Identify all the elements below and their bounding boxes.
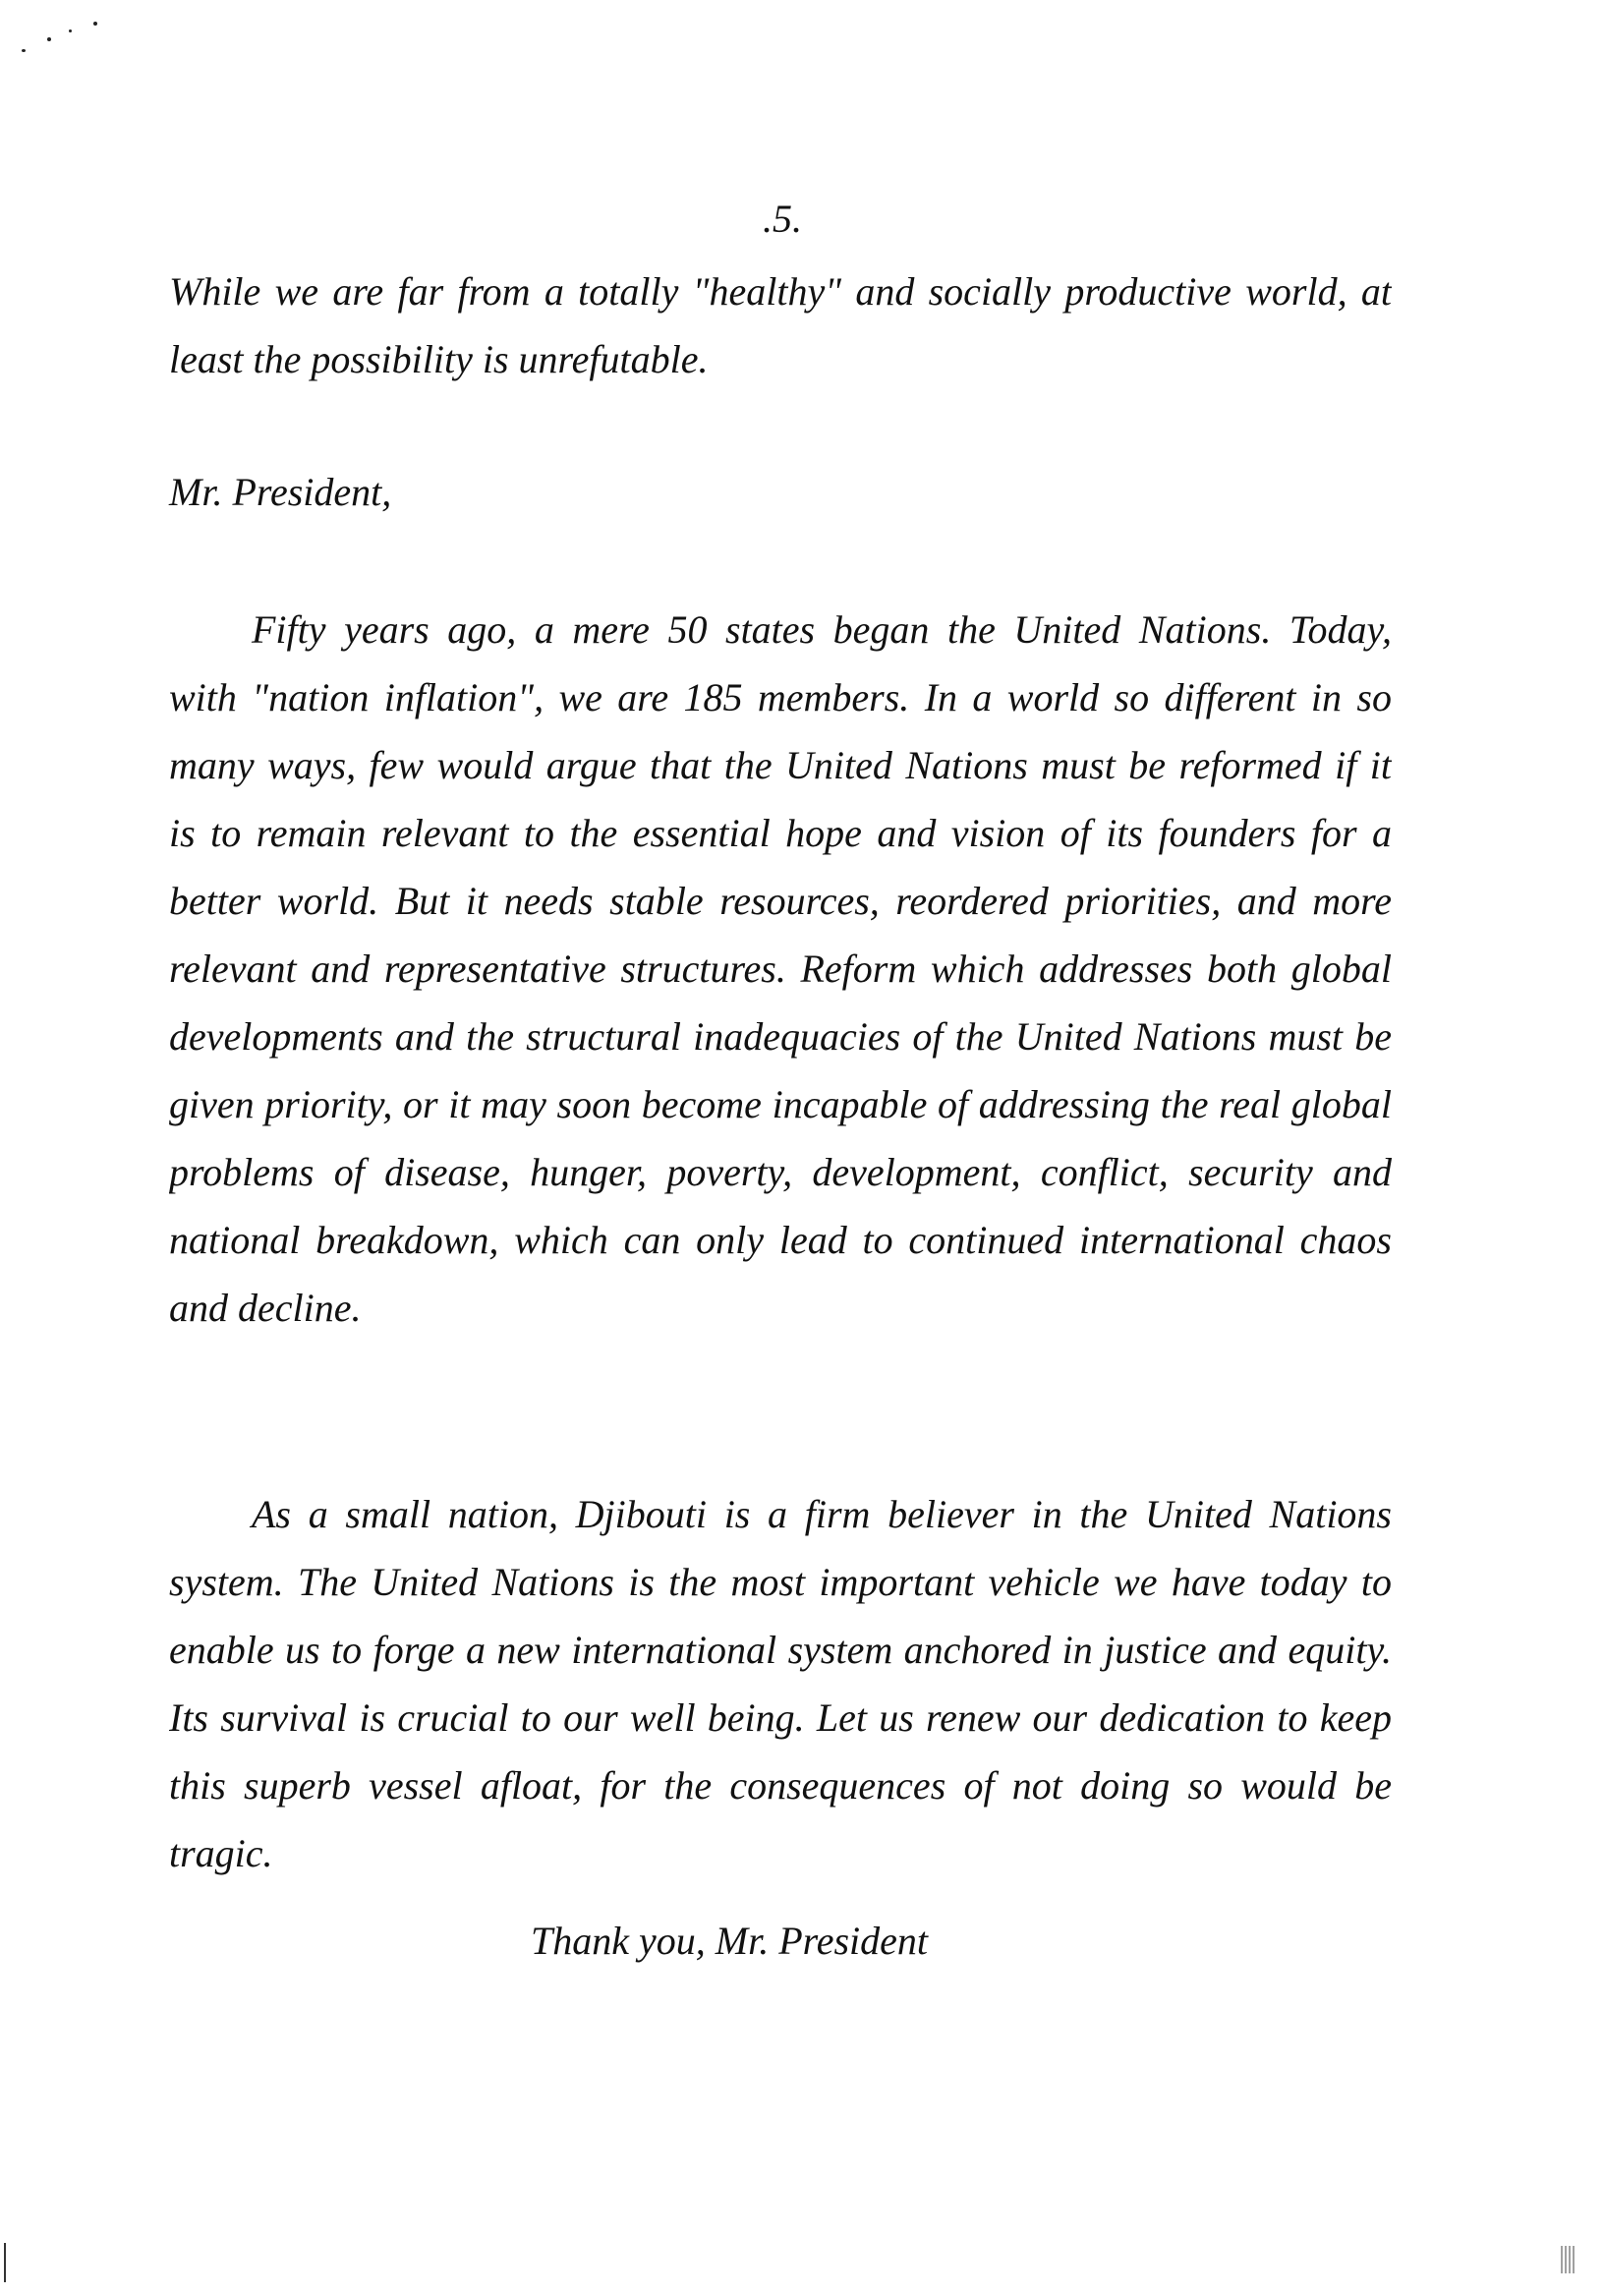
text-line: given priority, or it may soon become incapable of addressing the real global (169, 1082, 1392, 1126)
text-line: tragic. (169, 1831, 273, 1875)
text-line: enable us to forge a new international system anchored in justice and equity. (169, 1628, 1392, 1672)
text-line: While we are far from a totally "healthy" and socially productive world, at (169, 269, 1392, 314)
text-line: As a small nation, Djibouti is a firm believer in the United Nations (252, 1492, 1392, 1536)
text-line: this superb vessel afloat, for the consequences of not doing so would be (169, 1763, 1392, 1808)
scan-edge-mark (1561, 2246, 1575, 2273)
text-line: national breakdown, which can only lead to continued international chaos (169, 1218, 1392, 1262)
paragraph-un-reform (169, 596, 1392, 1342)
scan-speck (47, 37, 51, 41)
text-line: Its survival is crucial to our well being. Let us renew our dedication to keep (169, 1695, 1392, 1740)
scan-speck (22, 49, 26, 52)
text-line: many ways, few would argue that the United Nations must be reformed if it (169, 743, 1392, 787)
scan-speck (69, 29, 72, 32)
paragraph-djibouti (169, 1480, 1392, 1887)
scan-speck (93, 22, 97, 26)
text-line: developments and the structural inadequacies of the United Nations must be (169, 1014, 1392, 1059)
text-line: least the possibility is unrefutable. (169, 337, 709, 381)
intro-paragraph (169, 258, 1392, 393)
text-line: system. The United Nations is the most important vehicle we have today to (169, 1560, 1392, 1604)
text-line: is to remain relevant to the essential hope and vision of its founders for a (169, 811, 1392, 855)
text-line: relevant and representative structures. Reform which addresses both global (169, 947, 1392, 991)
text-line: with "nation inflation", we are 185 members. In a world so different in so (169, 675, 1392, 719)
text-line: better world. But it needs stable resources, reordered priorities, and more (169, 879, 1392, 923)
salutation: Mr. President, (169, 470, 392, 514)
text-line: problems of disease, hunger, poverty, development, conflict, security and (169, 1150, 1392, 1194)
text-line: and decline. (169, 1286, 362, 1330)
closing-line: Thank you, Mr. President (531, 1919, 929, 1963)
text-line: Fifty years ago, a mere 50 states began the United Nations. Today, (252, 607, 1392, 652)
scan-edge-line (4, 2243, 6, 2282)
page-number: .5. (763, 197, 802, 241)
